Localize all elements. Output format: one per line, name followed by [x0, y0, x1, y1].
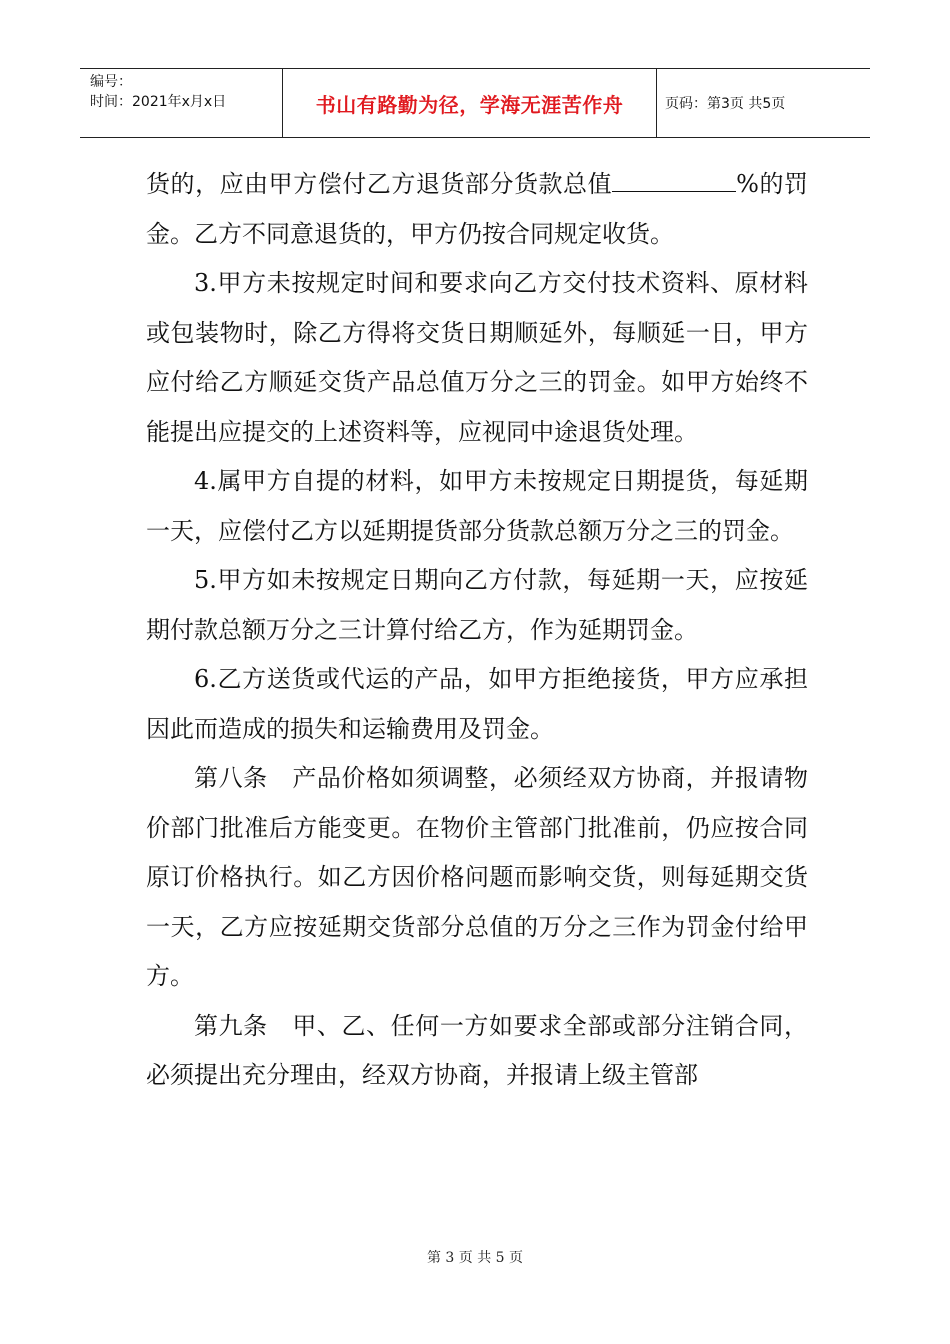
clause-item-4: 4.属甲方自提的材料，如甲方未按规定日期提货，每延期一天，应偿付乙方以延期提货部分货款总额万分之三的罚金。 — [146, 467, 808, 545]
paragraph-continued — [146, 160, 808, 259]
document-date-label: 时间：2021年x月x日 — [90, 94, 227, 110]
article-9: 第九条 甲、乙、任何一方如要求全部或部分注销合同，必须提出充分理由，经双方协商，并报请上级主管部 — [146, 1011, 808, 1089]
article-8: 第八条 产品价格如须调整，必须经双方协商，并报请物价部门批准后方能变更。在物价主管部门批准前，仍应按合同原订价格执行。如乙方因价格问题而影响交货，则每延期交货一天，乙方应按延期交货部分总值的万分之三作为罚金付给甲方。 — [146, 764, 808, 990]
header-meta-cell — [80, 69, 283, 137]
document-number-label: 编号： — [90, 74, 132, 90]
header-motto: 书山有路勤为径，学海无涯苦作舟 — [315, 92, 624, 117]
header-page-cell — [657, 69, 870, 137]
fill-in-blank — [612, 165, 736, 192]
clause-item-5: 5.甲方如未按规定日期向乙方付款，每延期一天，应按延期付款总额万分之三计算付给乙方，作为延期罚金。 — [146, 566, 808, 644]
clause-item-3: 3.甲方未按规定时间和要求向乙方交付技术资料、原材料或包装物时，除乙方得将交货日期顺延外，每顺延一日，甲方应付给乙方顺延交货产品总值万分之三的罚金。如甲方始终不能提出应提交的上述资料等，应视同中途退货处理。 — [146, 269, 808, 446]
paragraph-text: 货的，应由甲方偿付乙方退货部分货款总值 — [146, 170, 613, 198]
page-header — [80, 68, 870, 138]
header-motto-cell — [283, 69, 657, 137]
header-page-info: 页码：第3页 共5页 — [665, 96, 786, 112]
document-body — [146, 160, 808, 1101]
page-footer: 第 3 页 共 5 页 — [426, 1250, 524, 1266]
clause-item-6: 6.乙方送货或代运的产品，如甲方拒绝接货，甲方应承担因此而造成的损失和运输费用及罚金。 — [146, 665, 808, 743]
paragraph-text: %的罚金。乙方不同意退货的，甲方仍按合同规定收货。 — [146, 170, 808, 248]
